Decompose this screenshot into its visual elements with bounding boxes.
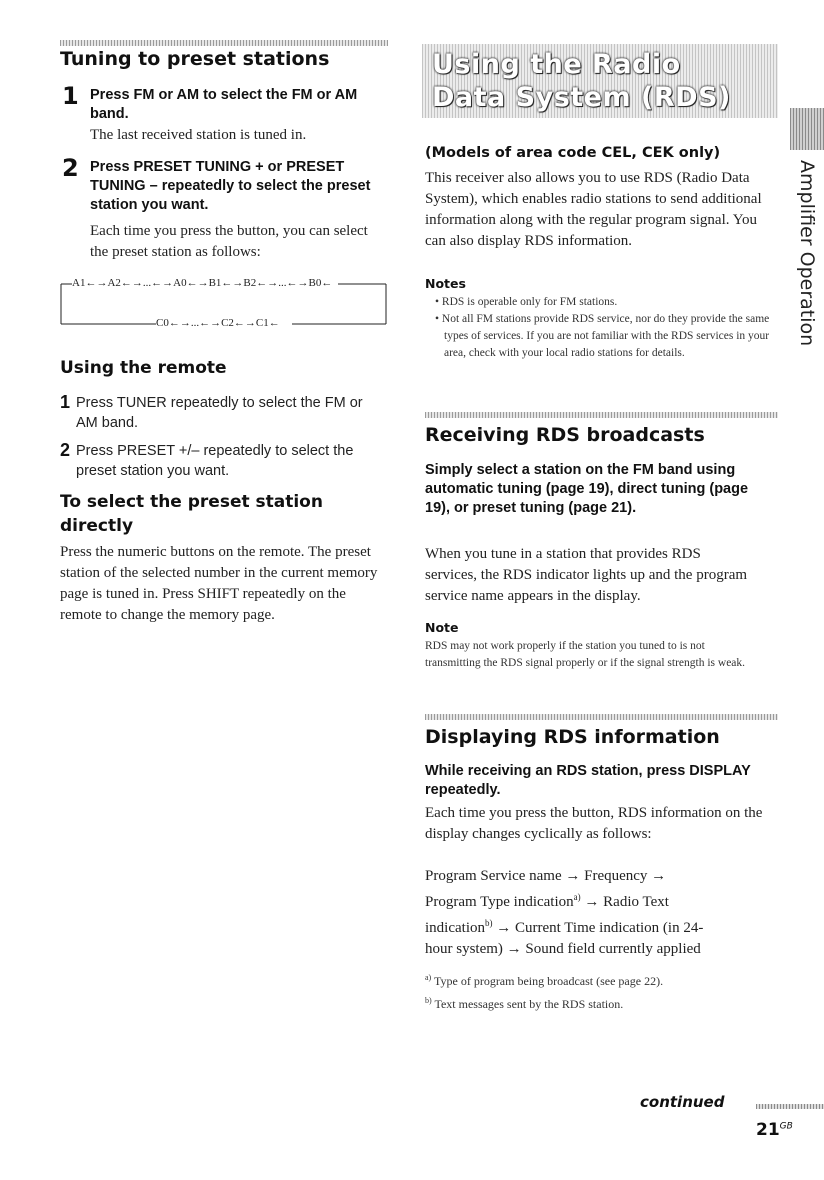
step-number: 1 (60, 392, 71, 412)
section-rule (60, 40, 388, 46)
preset-cycle-diagram (60, 274, 390, 332)
models-note: (Models of area code CEL, CEK only) (425, 145, 721, 161)
receiving-body: When you tune in a station that provides RDS services, the RDS indicator lights up and the program service name appears in the display. (425, 546, 748, 604)
notes-heading: Notes (425, 276, 466, 291)
diagram-top-row: A1←→A2←→...←→A0←→B1←→B2←→...←→B0← (72, 277, 333, 289)
sequence-line: Program Service name → Frequency → (425, 868, 667, 884)
step-number: 2 (60, 440, 71, 460)
sequence-line: indication$^{b)}$ → Current Time indication (in 24- (425, 918, 704, 936)
rds-intro: This receiver also allows you to use RDS (Radio Data System), which enables radio stations to send additional information along with the regular program signal. You can also display RDS information. (425, 170, 762, 249)
step-heading: Press PRESET TUNING + or PRESET TUNING – repeatedly to select the preset station you want. (90, 159, 371, 213)
step-body: The last received station is tuned in. (90, 127, 307, 143)
section-title-direct: To select the preset station directly (60, 492, 323, 536)
step-body: Each time you press the button, you can select the preset station as follows: (90, 223, 368, 260)
displaying-lead: While receiving an RDS station, press DISPLAY repeatedly. (425, 763, 751, 798)
receiving-note: RDS may not work properly if the station you tuned to is not transmitting the RDS signal properly or if the signal strength is weak. (425, 640, 746, 669)
step-number: 1 (62, 82, 79, 110)
section-title-remote: Using the remote (60, 358, 227, 378)
note-item: • RDS is operable only for FM stations. (435, 296, 618, 308)
notes-list (425, 294, 775, 362)
section-rule (425, 714, 778, 720)
section-title-receiving: Receiving RDS broadcasts (425, 424, 705, 446)
footnote: $^{a)}$ Type of program being broadcast (see page 22). (425, 973, 664, 988)
chapter-tab-marker (790, 108, 824, 150)
continued-rule (756, 1104, 824, 1109)
sequence-line: hour system) → Sound field currently applied (425, 941, 701, 957)
sequence-line: Program Type indication$^{a)}$ → Radio Text (425, 892, 669, 910)
rds-banner (422, 44, 778, 118)
receiving-lead: Simply select a station on the FM band using automatic tuning (page 19), direct tuning (page 19), or preset tuning (page 21). (425, 462, 749, 516)
section-rule (425, 412, 778, 418)
page-number: $21^{GB}$ (756, 1120, 793, 1140)
chapter-tab-label: Amplifier Operation (796, 160, 818, 347)
diagram-bottom-row: C0←→...←→C2←→C1← (156, 317, 280, 329)
note-heading: Note (425, 620, 459, 635)
note-item: • Not all FM stations provide RDS service, nor do they provide the same types of services. If you are not familiar with the RDS services in your area, check with your local radio stations for details. (435, 313, 770, 359)
continued-label: continued (640, 1093, 725, 1111)
footnote: $^{b)}$ Text messages sent by the RDS station. (425, 996, 624, 1011)
step-heading: Press FM or AM to select the FM or AM band. (90, 87, 358, 122)
remote-step: Press TUNER repeatedly to select the FM or AM band. (76, 395, 363, 431)
section-title-displaying: Displaying RDS information (425, 726, 720, 748)
display-sequence (425, 866, 785, 960)
remote-step: Press PRESET +/– repeatedly to select the preset station you want. (76, 443, 354, 479)
rds-banner-title: Using the Radio Data System (RDS) (432, 49, 731, 113)
section-title-tuning: Tuning to preset stations (60, 48, 330, 70)
displaying-body: Each time you press the button, RDS information on the display changes cyclically as follows: (425, 805, 763, 842)
direct-body: Press the numeric buttons on the remote. The preset station of the selected number in the current memory page is tuned in. Press SHIFT repeatedly on the remote to change the memory page. (60, 544, 378, 623)
footnotes (425, 968, 770, 1014)
step-number: 2 (62, 154, 79, 182)
